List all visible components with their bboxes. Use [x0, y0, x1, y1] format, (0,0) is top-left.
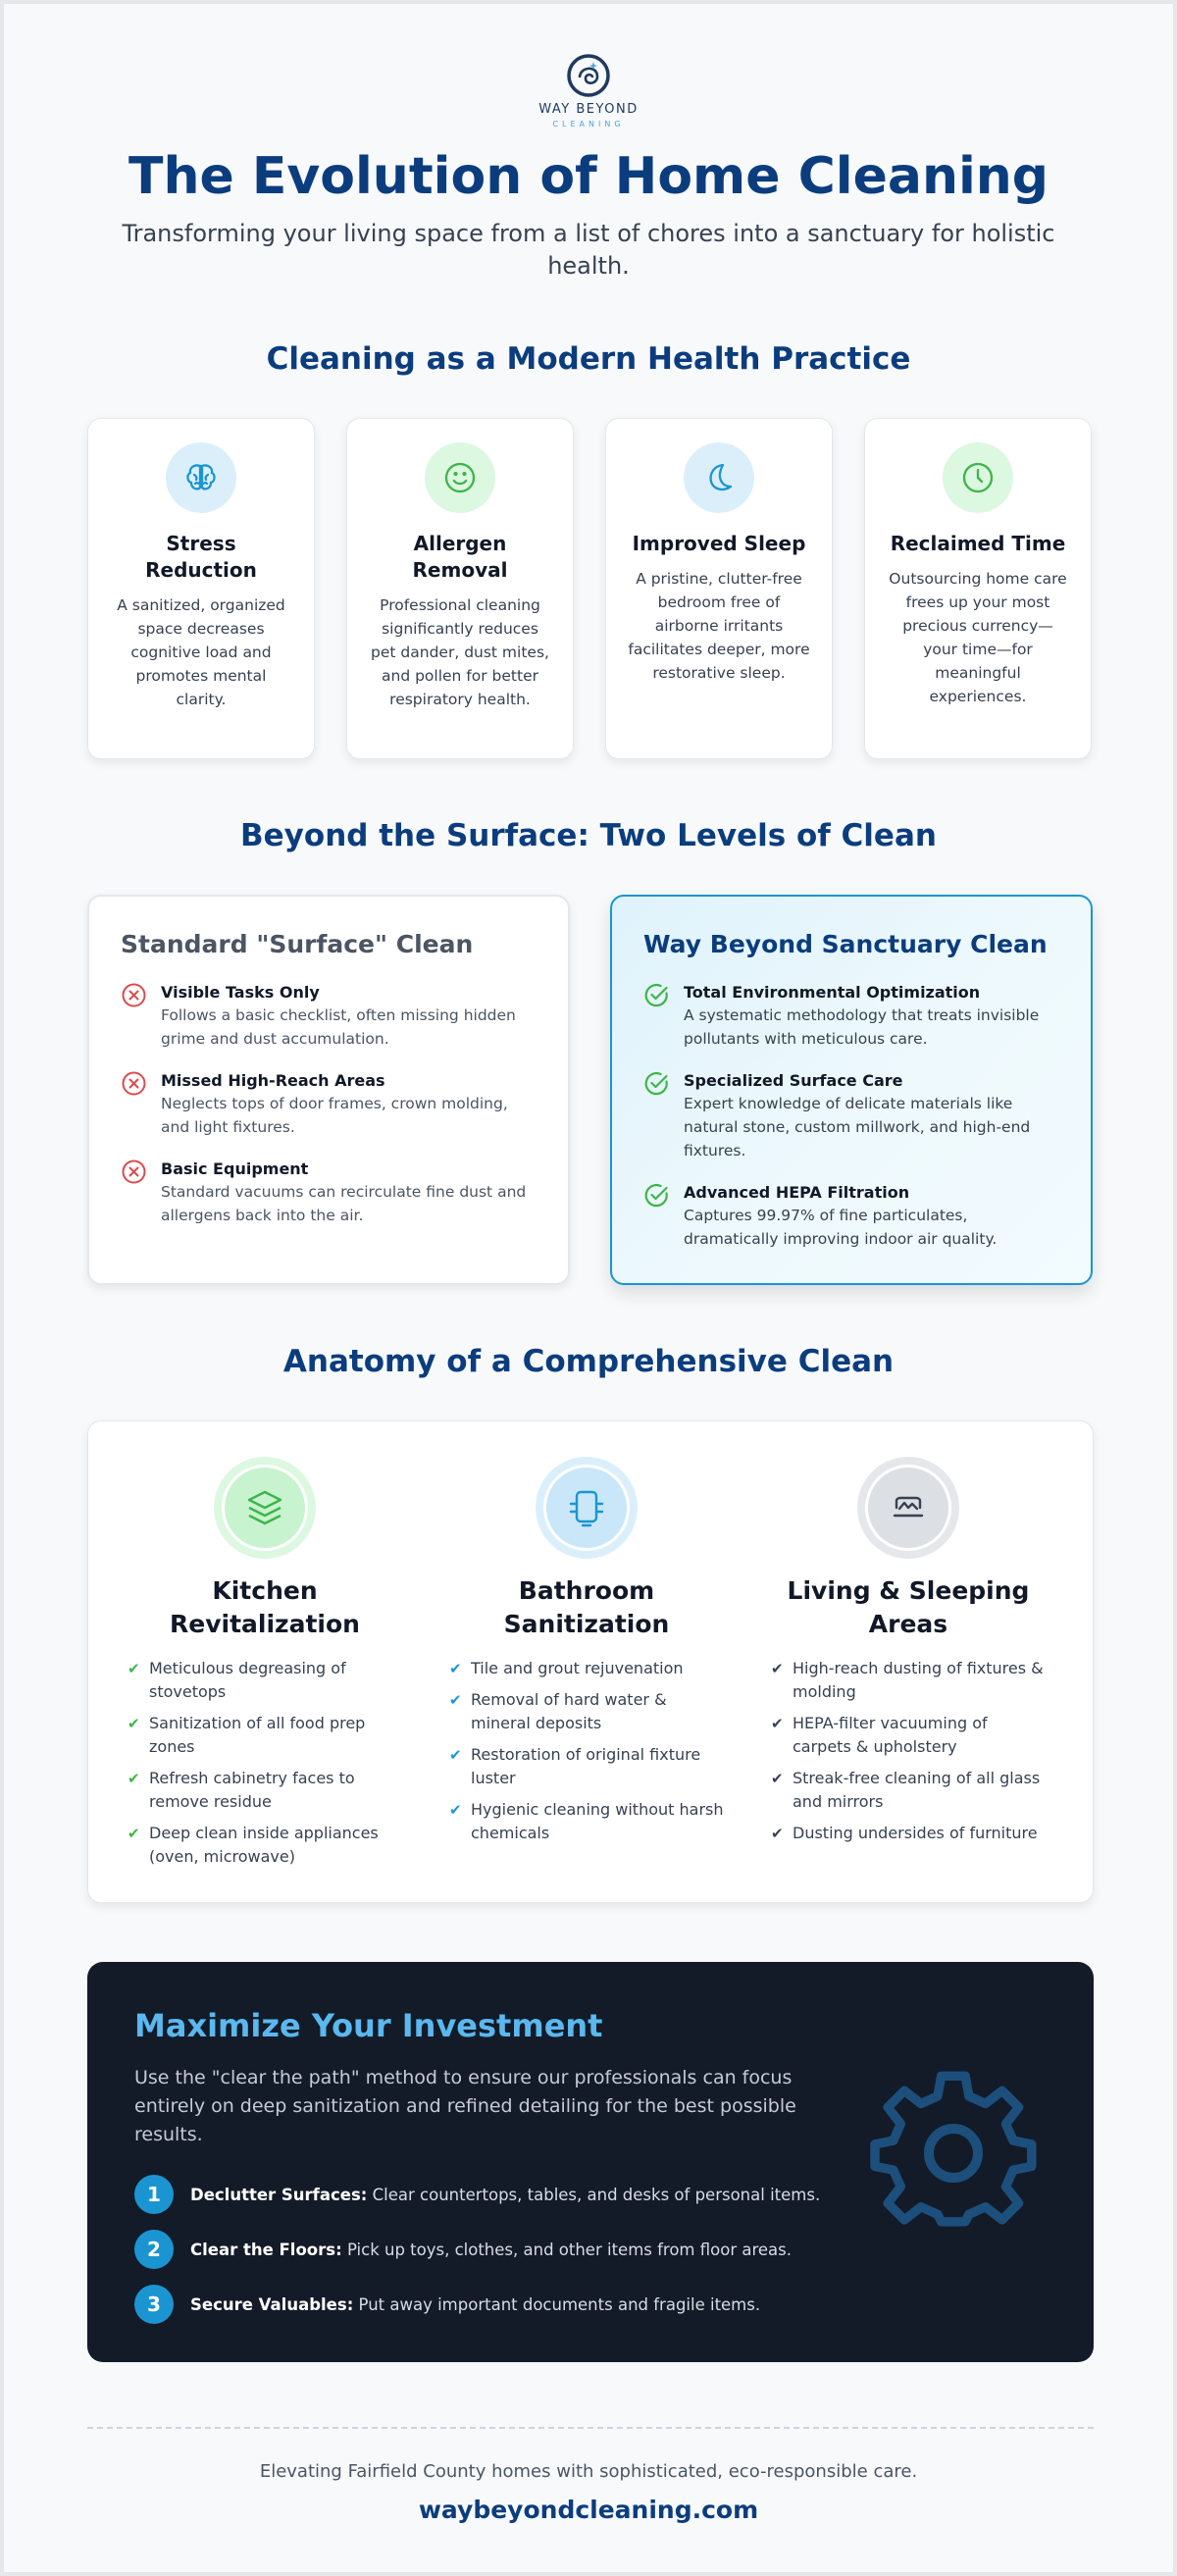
area-task-list: [449, 1657, 724, 1845]
step-text: Put away important documents and fragile items.: [353, 2294, 761, 2314]
checkmark-icon: ✔: [771, 1715, 784, 1732]
checkmark-icon: ✔: [449, 1660, 462, 1677]
list-item: ✔ Hygienic cleaning without harsh chemicals: [449, 1798, 724, 1845]
anatomy-heading: Anatomy of a Comprehensive Clean: [282, 1344, 895, 1379]
checkmark-icon: ✔: [449, 1801, 462, 1819]
item-title: Missed High-Reach Areas: [161, 1071, 385, 1090]
x-circle-icon: [121, 982, 147, 1008]
checkmark-icon: ✔: [128, 1770, 140, 1787]
step-text: Pick up toys, clothes, and other items from floor areas.: [341, 2240, 792, 2259]
area-title: Living & Sleeping Areas: [787, 1576, 1030, 1638]
list-item: ✔ HEPA-filter vacuuming of carpets & upholstery: [771, 1712, 1046, 1759]
benefit-title: Stress Reduction: [145, 532, 257, 582]
area-task-list: [128, 1657, 402, 1869]
item-title: Specialized Surface Care: [684, 1071, 903, 1090]
step-number: 3: [134, 2285, 174, 2324]
brand-name: WAY BEYOND: [538, 102, 639, 117]
gear-icon: [870, 2070, 1037, 2237]
item-title: Basic Equipment: [161, 1159, 309, 1178]
list-item: ✔ Removal of hard water & mineral deposits: [449, 1688, 724, 1735]
checkmark-icon: ✔: [449, 1691, 462, 1709]
standard-clean-item: [121, 1159, 537, 1227]
infographic-page: [3, 3, 1174, 2573]
sanctuary-clean-item: [643, 982, 1059, 1051]
benefit-title: Reclaimed Time: [890, 532, 1066, 555]
brand-tagline: CLEANING: [552, 120, 625, 129]
standard-clean-item: [121, 1070, 537, 1139]
swirl-logo-icon: [566, 53, 611, 98]
bath-icon: [536, 1457, 638, 1559]
standard-clean-card: [87, 895, 570, 1285]
footer-divider: [87, 2427, 1094, 2429]
list-item: ✔ Meticulous degreasing of stovetops: [128, 1657, 402, 1704]
step-label: Declutter Surfaces:: [190, 2185, 368, 2204]
item-text: Captures 99.97% of fine particulates, dramatically improving indoor air quality.: [684, 1207, 998, 1248]
benefit-text: Professional cleaning significantly reduces pet dander, dust mites, and pollen for better respiratory health.: [371, 596, 549, 708]
check-circle-icon: [643, 1070, 670, 1097]
comparison-heading: Beyond the Surface: Two Levels of Clean: [240, 818, 937, 853]
item-text: Neglects tops of door frames, crown molding, and light fixtures.: [161, 1095, 508, 1136]
smile-icon: [425, 442, 495, 513]
brand-logo: [4, 53, 1173, 129]
page-title: The Evolution of Home Cleaning: [128, 147, 1049, 206]
area-title: Bathroom Sanitization: [503, 1576, 670, 1638]
list-item: ✔ Deep clean inside appliances (oven, microwave): [128, 1822, 402, 1869]
benefit-card-sleep: [605, 418, 833, 759]
area-kitchen: [128, 1457, 402, 1877]
sanctuary-clean-title: Way Beyond Sanctuary Clean: [643, 930, 1048, 958]
x-circle-icon: [121, 1070, 147, 1097]
list-item: ✔ Dusting undersides of furniture: [771, 1822, 1046, 1845]
checkmark-icon: ✔: [449, 1746, 462, 1764]
layers-icon: [214, 1457, 316, 1559]
investment-intro: Use the "clear the path" method to ensure our professionals can focus entirely on deep sanitization and refined detailing for the best possible results.: [134, 2067, 796, 2145]
item-title: Advanced HEPA Filtration: [684, 1183, 910, 1202]
x-circle-icon: [121, 1159, 147, 1185]
sanctuary-clean-item: [643, 1070, 1059, 1162]
item-text: Follows a basic checklist, often missing hidden grime and dust accumulation.: [161, 1006, 516, 1048]
area-task-list: [771, 1657, 1046, 1845]
item-title: Visible Tasks Only: [161, 983, 320, 1002]
list-item: ✔ Refresh cabinetry faces to remove residue: [128, 1767, 402, 1814]
step-number: 1: [134, 2175, 174, 2214]
area-living: [771, 1457, 1046, 1853]
list-item: ✔ Streak-free cleaning of all glass and mirrors: [771, 1767, 1046, 1814]
moon-icon: [684, 442, 754, 513]
list-item: ✔ Tile and grout rejuvenation: [449, 1657, 724, 1680]
list-item: ✔ Sanitization of all food prep zones: [128, 1712, 402, 1759]
list-item: ✔ High-reach dusting of fixtures & molding: [771, 1657, 1046, 1704]
benefit-title: Allergen Removal: [412, 532, 508, 582]
benefit-card-stress: [87, 418, 315, 759]
item-title: Total Environmental Optimization: [684, 983, 981, 1002]
benefit-card-allergen: [346, 418, 574, 759]
item-text: Expert knowledge of delicate materials like natural stone, custom millwork, and high-end fixtures.: [684, 1095, 1031, 1159]
footer-tagline: Elevating Fairfield County homes with sophisticated, eco-responsible care.: [259, 2461, 918, 2482]
benefit-text: A pristine, clutter-free bedroom free of airborne irritants facilitates deeper, more restorative sleep.: [628, 570, 810, 682]
standard-clean-title: Standard "Surface" Clean: [121, 930, 474, 958]
benefits-heading: Cleaning as a Modern Health Practice: [266, 341, 911, 377]
checkmark-icon: ✔: [771, 1660, 784, 1677]
checkmark-icon: ✔: [771, 1825, 784, 1842]
sanctuary-clean-item: [643, 1182, 1059, 1251]
benefit-title: Improved Sleep: [632, 532, 806, 555]
sofa-icon: [857, 1457, 959, 1559]
investment-title: Maximize Your Investment: [134, 2007, 603, 2044]
area-title: Kitchen Revitalization: [170, 1576, 360, 1638]
benefit-card-time: [864, 418, 1092, 759]
benefit-text: Outsourcing home care frees up your most precious currency—your time—for meaningful experiences.: [889, 570, 1067, 705]
check-circle-icon: [643, 982, 670, 1008]
sanctuary-clean-card: [610, 895, 1093, 1285]
list-item: ✔ Restoration of original fixture luster: [449, 1743, 724, 1790]
check-circle-icon: [643, 1182, 670, 1209]
investment-panel: [87, 1962, 1094, 2362]
checkmark-icon: ✔: [128, 1715, 140, 1732]
item-text: A systematic methodology that treats invisible pollutants with meticulous care.: [684, 1006, 1040, 1048]
checkmark-icon: ✔: [128, 1825, 140, 1842]
anatomy-card: [87, 1420, 1094, 1903]
prep-step: [134, 2285, 1047, 2324]
step-text: Clear countertops, tables, and desks of personal items.: [367, 2185, 821, 2204]
item-text: Standard vacuums can recirculate fine dust and allergens back into the air.: [161, 1183, 527, 1224]
checkmark-icon: ✔: [771, 1770, 784, 1787]
website-link[interactable]: waybeyondcleaning.com: [418, 2496, 759, 2524]
clock-icon: [943, 442, 1013, 513]
step-number: 2: [134, 2230, 174, 2269]
benefit-text: A sanitized, organized space decreases cognitive load and promotes mental clarity.: [117, 596, 285, 708]
step-label: Clear the Floors:: [190, 2240, 342, 2259]
checkmark-icon: ✔: [128, 1660, 140, 1677]
step-label: Secure Valuables:: [190, 2294, 354, 2314]
standard-clean-item: [121, 982, 537, 1051]
page-subtitle: Transforming your living space from a list of chores into a sanctuary for holistic health.: [122, 220, 1055, 280]
brain-icon: [166, 442, 236, 513]
area-bathroom: [449, 1457, 724, 1853]
